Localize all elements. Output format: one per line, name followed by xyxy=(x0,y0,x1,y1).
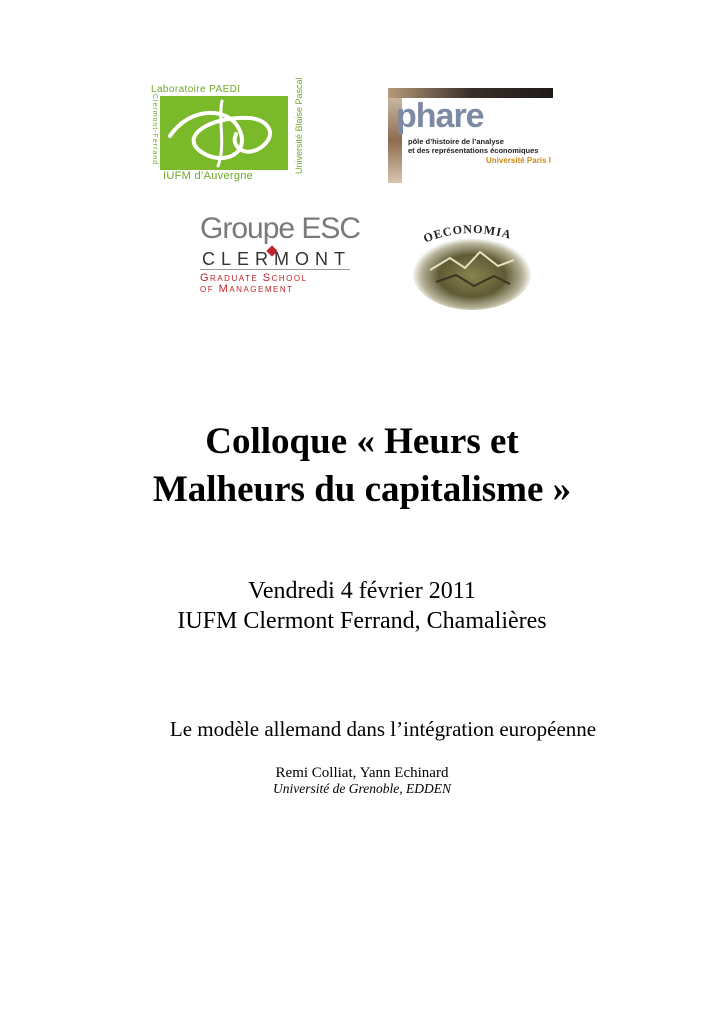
oeconomia-logo-word: OECONOMIA xyxy=(421,221,514,246)
paedi-logo-bottom-text: IUFM d’Auvergne xyxy=(163,170,254,182)
esc-logo-line3: Graduate School xyxy=(200,272,308,284)
paedi-logo-green-block xyxy=(160,96,288,170)
paedi-logo-left-text: Clermont-Ferrand xyxy=(151,93,158,166)
affiliation: Université de Grenoble, EDDEN xyxy=(273,781,451,796)
esc-logo-divider xyxy=(200,269,350,270)
phare-logo-subtitle-2: et des représentations économiques xyxy=(408,146,539,155)
groupe-esc-logo xyxy=(196,212,361,296)
paedi-swirl-icon xyxy=(160,96,288,170)
page-title xyxy=(0,418,724,514)
oeconomia-emblem-icon xyxy=(410,220,534,312)
phare-logo-subtitle-1: pôle d’histoire de l’analyse xyxy=(408,137,504,146)
phare-logo-university: Université Paris I xyxy=(486,156,551,165)
esc-logo-line4: of Management xyxy=(200,283,294,295)
esc-logo-line1: Groupe ESC xyxy=(200,212,361,245)
esc-logo-line2: CLERMONT xyxy=(202,249,352,269)
event-place: IUFM Clermont Ferrand, Chamalières xyxy=(177,608,547,634)
oeconomia-logo xyxy=(410,220,534,312)
phare-logo xyxy=(388,88,553,183)
paedi-logo-right-text: Université Blaise Pascal xyxy=(294,77,304,174)
paedi-logo xyxy=(147,77,304,183)
paedi-logo-top-text: Laboratoire PAEDI xyxy=(151,84,241,95)
phare-logo-word: phare xyxy=(396,97,484,135)
event-date: Vendredi 4 février 2011 xyxy=(248,578,476,604)
authors: Remi Colliat, Yann Echinard xyxy=(275,765,449,781)
title-line-2: Malheurs du capitalisme » xyxy=(152,469,572,510)
talk-title: Le modèle allemand dans l’intégration européenne xyxy=(169,717,597,741)
title-line-1: Colloque « Heurs et xyxy=(205,421,519,462)
